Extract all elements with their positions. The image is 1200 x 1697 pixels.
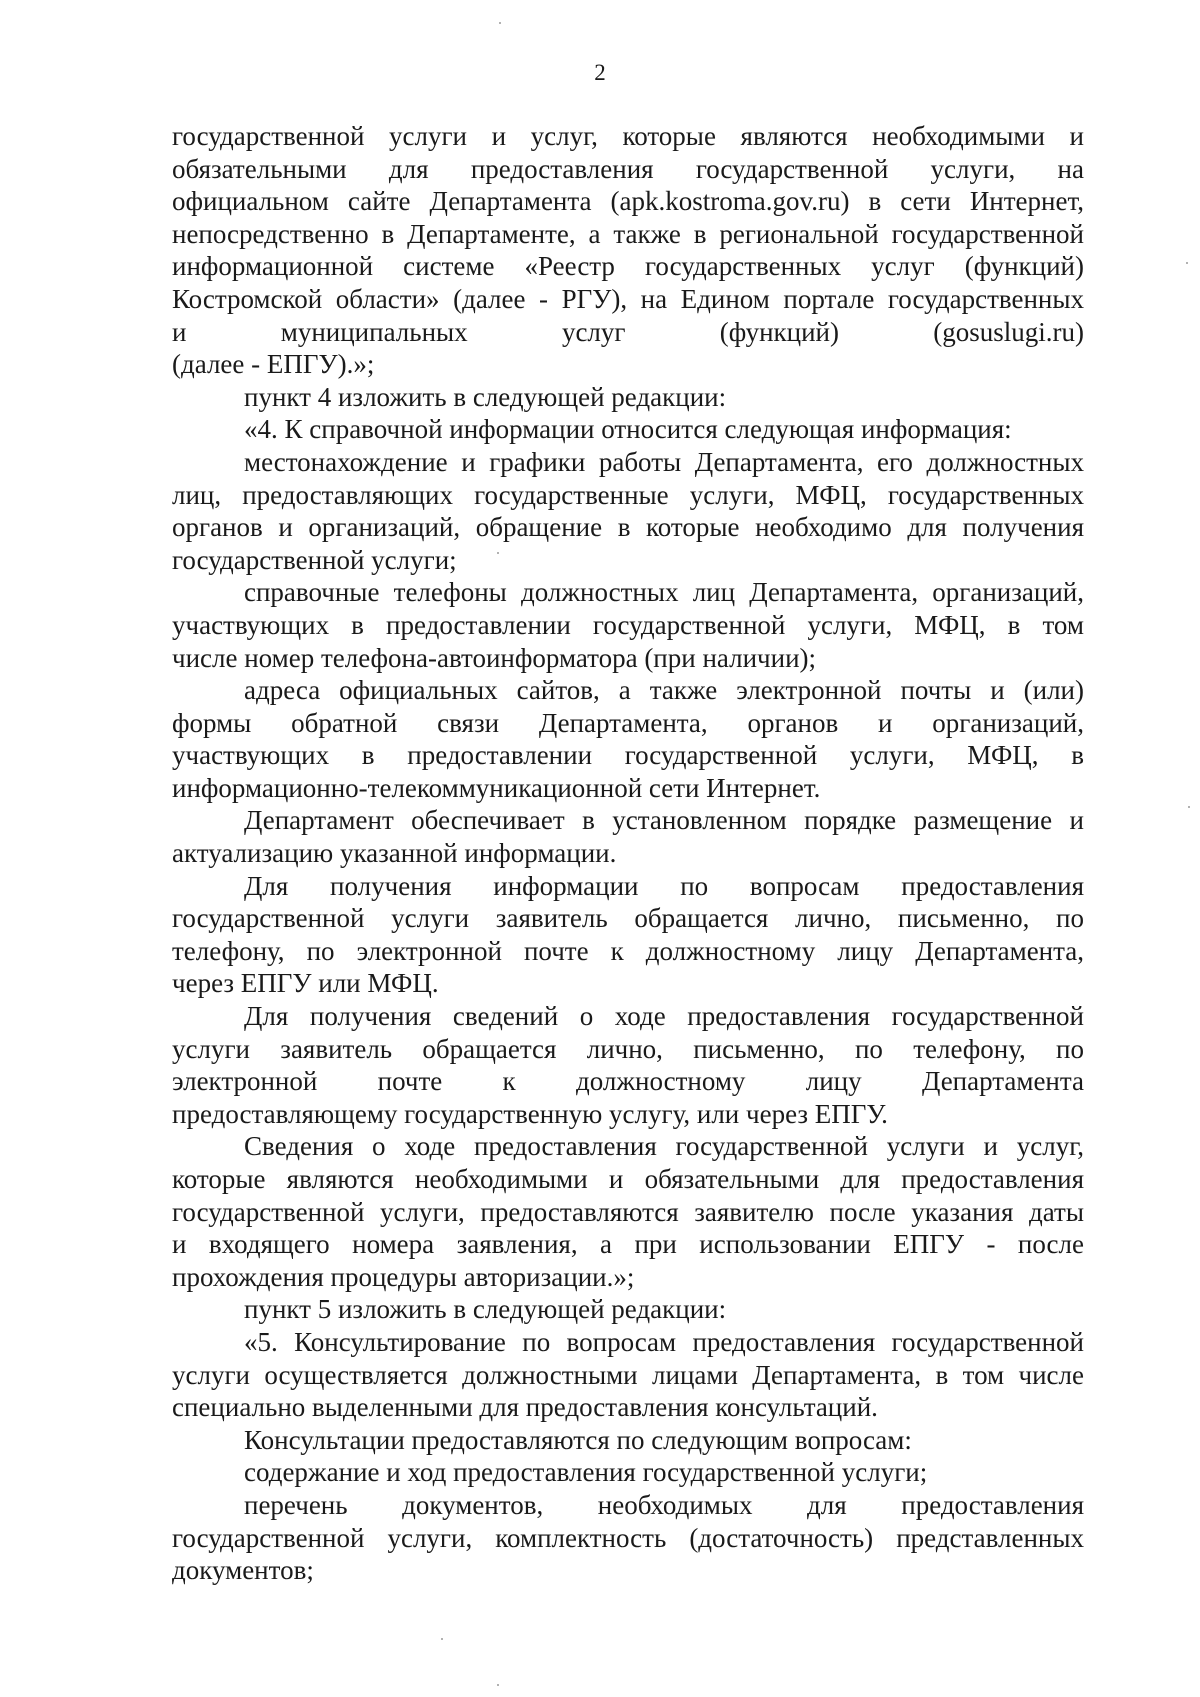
text-line: пункт 5 изложить в следующей редакции: bbox=[244, 1294, 727, 1325]
text-line: документов; bbox=[172, 1555, 314, 1586]
text-line: услуги заявитель обращается лично, письменно, по телефону, по bbox=[172, 1033, 1084, 1064]
scan-speck bbox=[497, 1684, 499, 1686]
paragraph bbox=[172, 1456, 1084, 1489]
scan-speck bbox=[441, 1638, 443, 1640]
scan-speck bbox=[497, 552, 499, 554]
text-line: и входящего номера заявления, а при использовании ЕПГУ - после bbox=[172, 1229, 1084, 1260]
text-line: справочные телефоны должностных лиц Департамента, организаций, bbox=[244, 577, 1084, 608]
text-line: «5. Консультирование по вопросам предоставления государственной bbox=[244, 1326, 1084, 1357]
text-line: Для получения сведений о ходе предоставления государственной bbox=[244, 1001, 1084, 1032]
paragraph bbox=[172, 1424, 1084, 1457]
text-line: пункт 4 изложить в следующей редакции: bbox=[244, 381, 727, 412]
paragraph bbox=[172, 1326, 1084, 1424]
text-line: Сведения о ходе предоставления государственной услуги и услуг, bbox=[244, 1131, 1084, 1162]
paragraph bbox=[172, 1130, 1084, 1293]
text-line: местонахождение и графики работы Департамента, его должностных bbox=[244, 446, 1084, 477]
text-line: актуализацию указанной информации. bbox=[172, 838, 617, 869]
text-line: перечень документов, необходимых для предоставления bbox=[244, 1489, 1084, 1520]
text-line: информационно-телекоммуникационной сети Интернет. bbox=[172, 772, 821, 803]
paragraph bbox=[172, 1489, 1084, 1587]
text-line: государственной услуги; bbox=[172, 544, 457, 575]
paragraph bbox=[172, 576, 1084, 674]
text-line: прохождения процедуры авторизации.»; bbox=[172, 1261, 635, 1292]
page-number: 2 bbox=[594, 60, 606, 85]
text-line: предоставляющему государственную услугу, или через ЕПГУ. bbox=[172, 1098, 888, 1129]
text-line: государственной услуги заявитель обращается лично, письменно, по bbox=[172, 903, 1084, 934]
text-line: числе номер телефона-автоинформатора (при наличии); bbox=[172, 642, 817, 673]
paragraph bbox=[172, 674, 1084, 804]
paragraph bbox=[172, 446, 1084, 576]
text-line: Департамент обеспечивает в установленном порядке размещение и bbox=[244, 805, 1084, 836]
text-line: органов и организаций, обращение в которые необходимо для получения bbox=[172, 512, 1084, 543]
paragraph bbox=[172, 870, 1084, 1000]
text-line: специально выделенными для предоставления консультаций. bbox=[172, 1392, 878, 1423]
text-line: участвующих в предоставлении государственной услуги, МФЦ, в том bbox=[172, 609, 1084, 640]
paragraph bbox=[172, 804, 1084, 869]
text-line: непосредственно в Департаменте, а также в региональной государственной bbox=[172, 218, 1084, 249]
text-line: обязательными для предоставления государственной услуги, на bbox=[172, 153, 1084, 184]
scan-speck bbox=[499, 22, 501, 24]
paragraph bbox=[172, 381, 1084, 414]
text-line: информационной системе «Реестр государственных услуг (функций) bbox=[172, 251, 1084, 282]
text-line: Для получения информации по вопросам предоставления bbox=[244, 870, 1084, 901]
text-line: государственной услуги и услуг, которые являются необходимыми и bbox=[172, 121, 1084, 151]
scan-speck bbox=[1186, 262, 1188, 264]
paragraph bbox=[172, 1293, 1084, 1326]
text-line: телефону, по электронной почте к должностному лицу Департамента, bbox=[172, 935, 1084, 966]
text-line: адреса официальных сайтов, а также электронной почты и (или) bbox=[244, 675, 1084, 706]
text-line: содержание и ход предоставления государственной услуги; bbox=[244, 1457, 928, 1488]
text-line: государственной услуги, комплектность (достаточность) представленных bbox=[172, 1522, 1084, 1553]
paragraph bbox=[172, 120, 1084, 381]
text-line: Консультации предоставляются по следующим вопросам: bbox=[244, 1424, 912, 1455]
text-line: формы обратной связи Департамента, органов и организаций, bbox=[172, 707, 1084, 738]
text-line: Костромской области» (далее - РГУ), на Едином портале государственных bbox=[172, 283, 1084, 314]
text-line: государственной услуги, предоставляются заявителю после указания даты bbox=[172, 1196, 1084, 1227]
scan-speck bbox=[1188, 806, 1190, 808]
paragraph bbox=[172, 413, 1084, 446]
text-line: услуги осуществляется должностными лицами Департамента, в том числе bbox=[172, 1359, 1084, 1390]
text-line: «4. К справочной информации относится следующая информация: bbox=[244, 414, 1012, 445]
text-line: (далее - ЕПГУ).»; bbox=[172, 349, 375, 380]
text-line: и муниципальных услуг (функций) (gosuslugi.ru) bbox=[172, 316, 1084, 347]
text-line: через ЕПГУ или МФЦ. bbox=[172, 968, 439, 999]
paragraph bbox=[172, 1000, 1084, 1130]
text-line: лиц, предоставляющих государственные услуги, МФЦ, государственных bbox=[172, 479, 1084, 510]
text-line: которые являются необходимыми и обязательными для предоставления bbox=[172, 1164, 1084, 1194]
text-line: участвующих в предоставлении государственной услуги, МФЦ, в bbox=[172, 740, 1084, 771]
text-line: официальном сайте Департамента (apk.kostroma.gov.ru) в сети Интернет, bbox=[172, 186, 1084, 217]
document-body bbox=[172, 120, 1084, 1587]
text-line: электронной почте к должностному лицу Департамента bbox=[172, 1066, 1084, 1097]
